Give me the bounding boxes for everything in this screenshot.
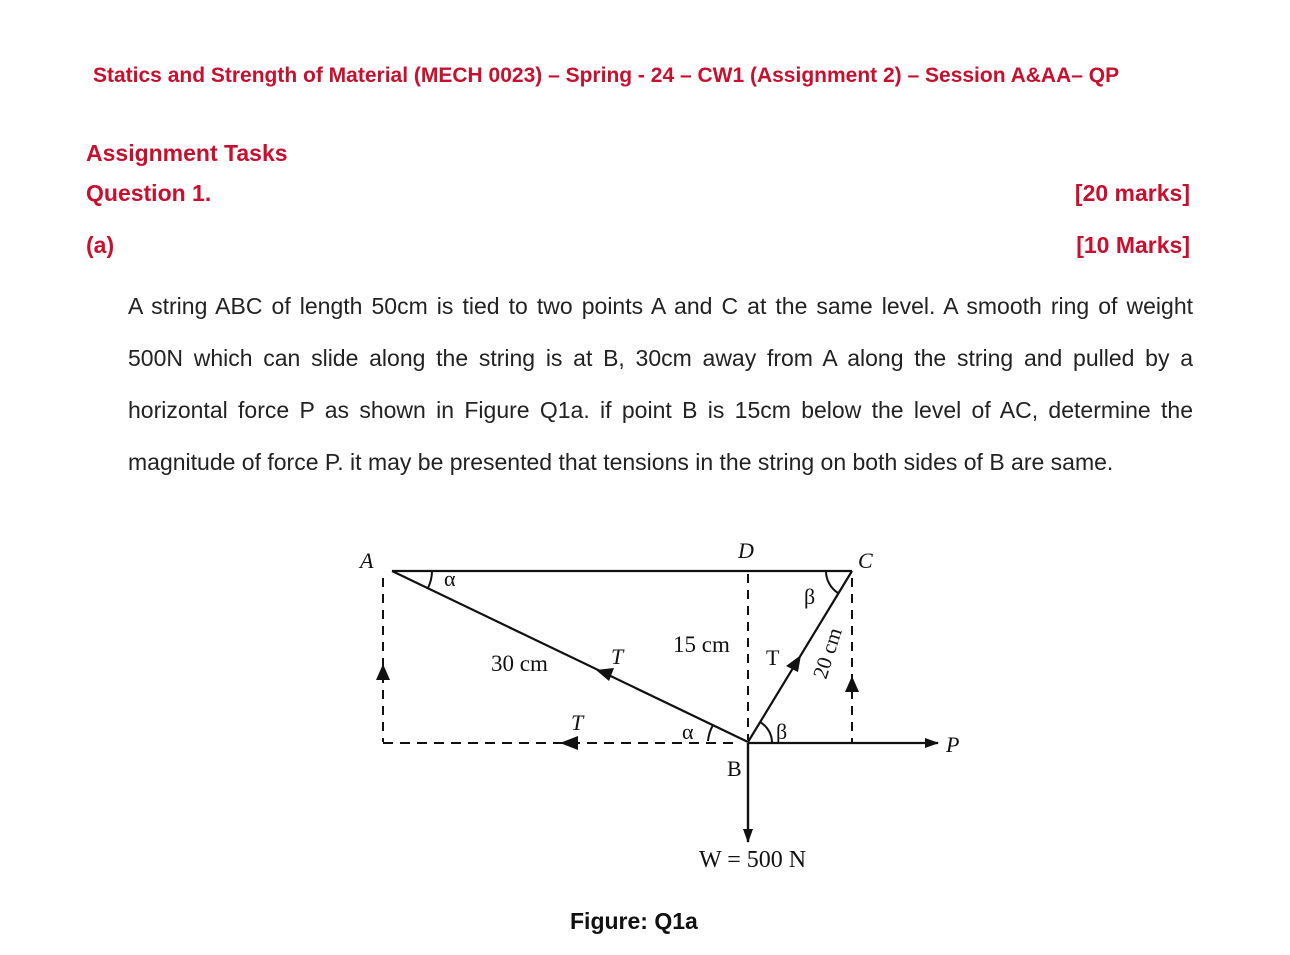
beta-bottom-label: β (776, 719, 788, 744)
point-d-label: D (738, 538, 754, 563)
figure-caption: Figure: Q1a (570, 908, 698, 934)
t-ab-label: T (611, 644, 624, 669)
t-horizontal-label: T (571, 710, 584, 735)
db-length-label: 15 cm (673, 632, 730, 657)
question-number: Question 1. (86, 180, 212, 206)
beta-top-label: β (804, 584, 816, 609)
point-a-label: A (360, 548, 374, 573)
part-marks: [10 Marks] (1076, 232, 1190, 258)
beta-arc-top (826, 571, 838, 593)
alpha-bottom-label: α (682, 719, 694, 744)
section-title: Assignment Tasks (86, 140, 288, 166)
p-force-label: P (946, 732, 960, 757)
problem-text: A string ABC of length 50cm is tied to two points A and C at the same level. A smooth ring of weight 500N which can slide along the string is at B, 30cm away from A along the string and pulled by a horizontal force P as shown in Figure Q1a. if point B is 15cm below the level of AC, determine the magnitude of force P. it may be presented that tensions in the string on both sides of B are same. (128, 293, 1193, 475)
t-bc-arrowhead (786, 655, 801, 672)
bc-length-label: 20 cm (807, 624, 847, 682)
left-up-arrowhead (376, 664, 390, 680)
part-label: (a) (86, 232, 115, 258)
document-header: Statics and Strength of Material (MECH 0023) – Spring - 24 – CW1 (Assignment 2) – Session A&AA– QP (93, 64, 1120, 87)
weight-label: W = 500 N (699, 847, 807, 873)
alpha-top-label: α (444, 566, 456, 591)
t-bc-label: T (766, 645, 780, 670)
question-marks: [20 marks] (1074, 180, 1190, 206)
ab-length-label: 30 cm (491, 651, 548, 676)
t-ab-arrowhead (596, 668, 614, 681)
point-b-label: B (727, 756, 742, 781)
t-horizontal-arrowhead (560, 736, 578, 750)
alpha-arc-bottom (708, 725, 713, 741)
beta-arc-bottom (760, 722, 772, 742)
right-up-arrowhead (845, 676, 859, 692)
alpha-arc-top (428, 571, 432, 588)
point-c-label: C (858, 548, 873, 573)
